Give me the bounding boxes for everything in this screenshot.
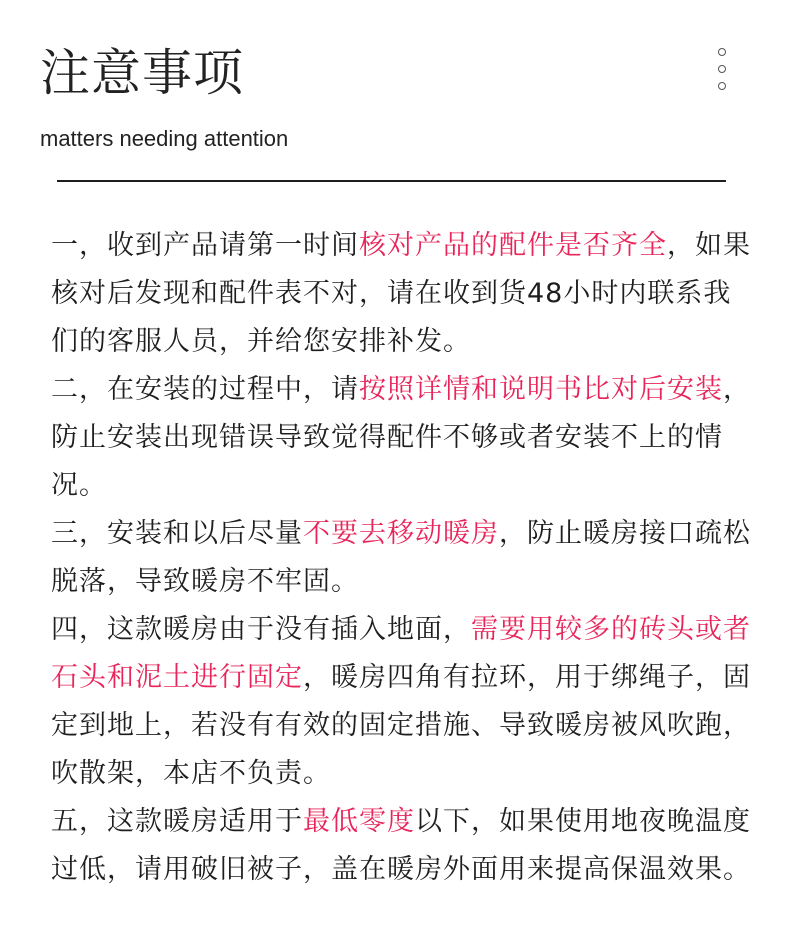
notice-item-3 [51,510,751,606]
notice-text: ，防止暖房接口疏松脱落，导致暖房不牢固。 [51,518,751,597]
notice-text: ，如果核对后发现和配件表不对，请在收到货48小时内联系我们的客服人员，并给您安排补发。 [51,230,751,357]
notice-text: 二，在安装的过程中，请 [51,374,359,405]
notice-body [51,222,751,894]
notice-text: 以下，如果使用地夜晚温度过低，请用破旧被子，盖在暖房外面用来提高保温效果。 [51,806,751,885]
header-divider [57,180,726,182]
dot-icon [718,82,726,90]
notice-text: 三，安装和以后尽量 [51,518,303,549]
notice-item-5 [51,798,751,894]
notice-text: ，防止安装出现错误导致觉得配件不够或者安装不上的情况。 [51,374,751,501]
dot-icon [718,48,726,56]
notice-highlight: 需要用较多的砖头或者石头和泥土进行固定 [51,614,751,693]
page-subtitle: matters needing attention [40,126,289,151]
notice-item-4 [51,606,751,798]
notice-item-2 [51,366,751,510]
vertical-dots-icon [717,48,729,99]
notice-text: 五，这款暖房适用于 [51,806,303,837]
dot-icon [718,65,726,73]
page-title: 注意事项 [40,44,244,102]
notice-highlight: 不要去移动暖房 [303,518,499,549]
notice-highlight: 最低零度 [303,806,415,837]
notice-item-1 [51,222,751,366]
notice-text: ，暖房四角有拉环，用于绑绳子，固定到地上，若没有有效的固定措施、导致暖房被风吹跑，吹散架，本店不负责。 [51,662,751,789]
notice-text: 一，收到产品请第一时间 [51,230,359,261]
notice-text: 四，这款暖房由于没有插入地面， [51,614,471,645]
notice-highlight: 按照详情和说明书比对后安装 [359,374,723,405]
notice-highlight: 核对产品的配件是否齐全 [359,230,667,261]
